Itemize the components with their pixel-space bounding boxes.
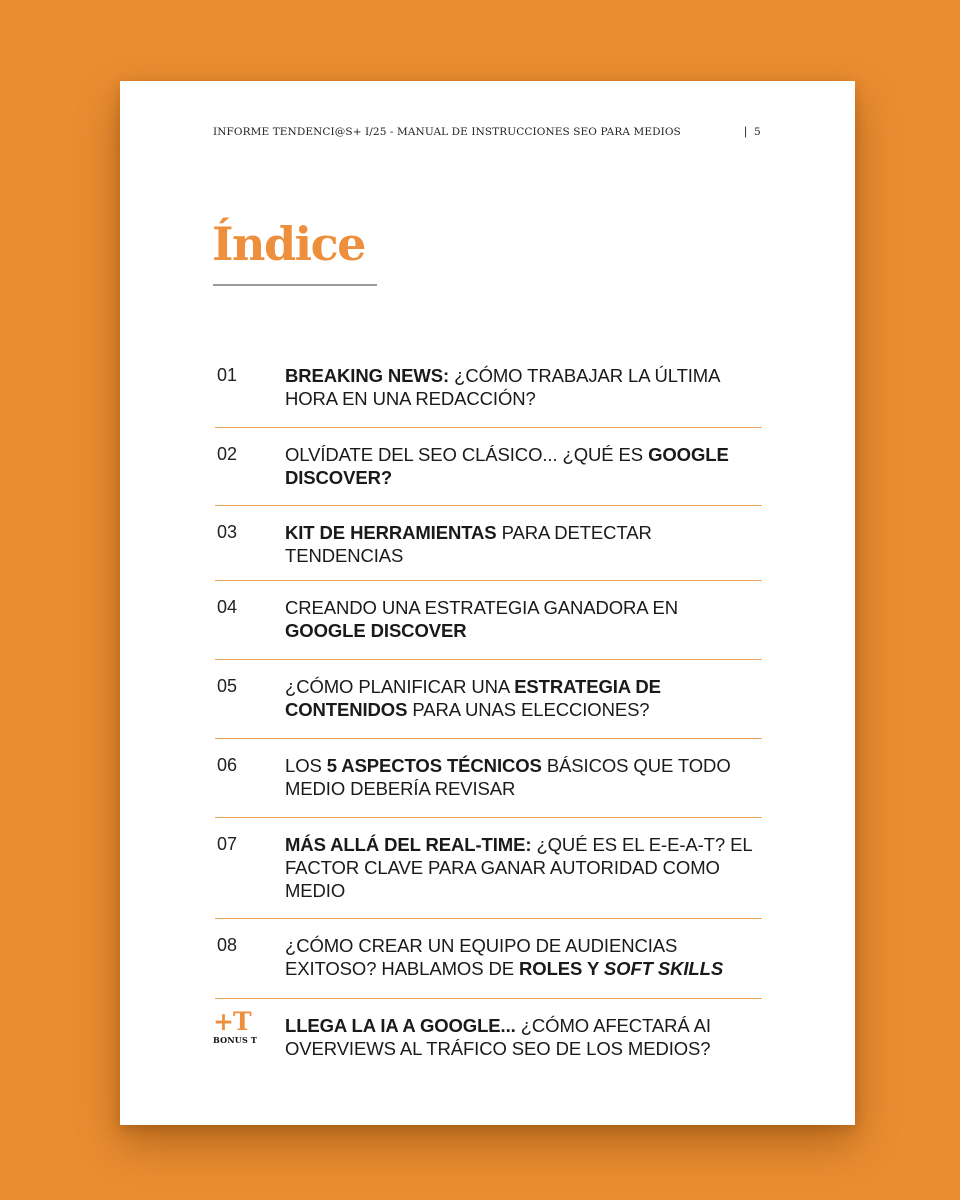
toc-item-04[interactable]: [215, 581, 762, 660]
table-of-contents: [215, 349, 762, 1069]
toc-title-segment: KIT DE HERRAMIENTAS: [285, 522, 497, 543]
toc-title-segment: BÁSICOS QUE TODO MEDIO DEBERÍA REVISAR: [285, 755, 731, 799]
toc-title: [285, 675, 762, 721]
toc-item-03[interactable]: [215, 506, 762, 581]
toc-number: 04: [217, 597, 238, 617]
toc-title-segment: OLVÍDATE DEL SEO CLÁSICO... ¿QUÉ ES: [285, 444, 649, 465]
bonus-label: BONUS T: [213, 1035, 258, 1045]
toc-title-segment: SOFT SKILLS: [603, 958, 724, 979]
bonus-t-logo: +T: [213, 1007, 251, 1036]
toc-title: [285, 443, 762, 489]
title-underline: [213, 284, 377, 286]
toc-title-segment: 5 ASPECTOS TÉCNICOS: [326, 755, 542, 776]
toc-number: 03: [217, 522, 238, 542]
page-title: Índice: [212, 217, 365, 271]
toc-number: 02: [217, 444, 238, 464]
document-page: [120, 81, 855, 1125]
toc-title: [285, 754, 762, 800]
toc-title-segment: ¿CÓMO TRABAJAR LA ÚLTIMA HORA EN UNA REDACCIÓN?: [285, 365, 720, 409]
toc-title-segment: ¿QUÉ ES EL E-E-A-T? EL FACTOR CLAVE PARA GANAR AUTORIDAD COMO MEDIO: [285, 834, 752, 901]
toc-number: 01: [217, 365, 238, 385]
toc-item-01[interactable]: [215, 349, 762, 428]
toc-title-segment: ¿CÓMO PLANIFICAR UNA: [285, 676, 515, 697]
toc-number: 07: [217, 834, 238, 854]
toc-number: 08: [217, 935, 238, 955]
toc-title: [285, 364, 762, 410]
toc-number: 05: [217, 676, 238, 696]
toc-item-08[interactable]: [215, 919, 762, 999]
toc-title: [285, 521, 762, 567]
toc-title-segment: ¿CÓMO AFECTARÁ AI OVERVIEWS AL TRÁFICO SEO DE LOS MEDIOS?: [285, 1015, 711, 1059]
toc-title-segment: BREAKING NEWS:: [285, 365, 450, 386]
toc-title-segment: ROLES Y: [519, 958, 604, 979]
toc-title-segment: ¿CÓMO CREAR UN EQUIPO DE AUDIENCIAS EXITOSO? HABLAMOS DE: [285, 935, 678, 979]
toc-item-02[interactable]: [215, 428, 762, 506]
toc-item-05[interactable]: [215, 660, 762, 739]
toc-title-segment: PARA DETECTAR TENDENCIAS: [285, 522, 652, 566]
page-number: 5: [754, 126, 761, 138]
toc-item-07[interactable]: [215, 818, 762, 919]
toc-title-segment: CREANDO UNA ESTRATEGIA GANADORA EN: [285, 597, 679, 618]
toc-title-segment: GOOGLE DISCOVER?: [285, 444, 729, 488]
toc-title-segment: ESTRATEGIA DE CONTENIDOS: [285, 676, 661, 720]
toc-item-06[interactable]: [215, 739, 762, 818]
toc-title-segment: GOOGLE DISCOVER: [285, 620, 467, 641]
toc-title-segment: LLEGA LA IA A GOOGLE...: [285, 1015, 516, 1036]
toc-title: [285, 596, 762, 642]
toc-title-segment: LOS: [285, 755, 327, 776]
running-header: INFORME TENDENCI@S+ I/25 - MANUAL DE INSTRUCCIONES SEO PARA MEDIOS: [213, 126, 681, 138]
bonus-mark: [213, 1009, 263, 1045]
toc-title: [285, 934, 762, 980]
toc-title: [285, 833, 762, 902]
header-separator: |: [744, 124, 748, 138]
toc-title-segment: PARA UNAS ELECCIONES?: [407, 699, 650, 720]
toc-item-bonus[interactable]: [215, 999, 762, 1069]
toc-title-segment: MÁS ALLÁ DEL REAL-TIME:: [285, 834, 532, 855]
toc-title: [285, 1014, 762, 1060]
toc-number: 06: [217, 755, 238, 775]
